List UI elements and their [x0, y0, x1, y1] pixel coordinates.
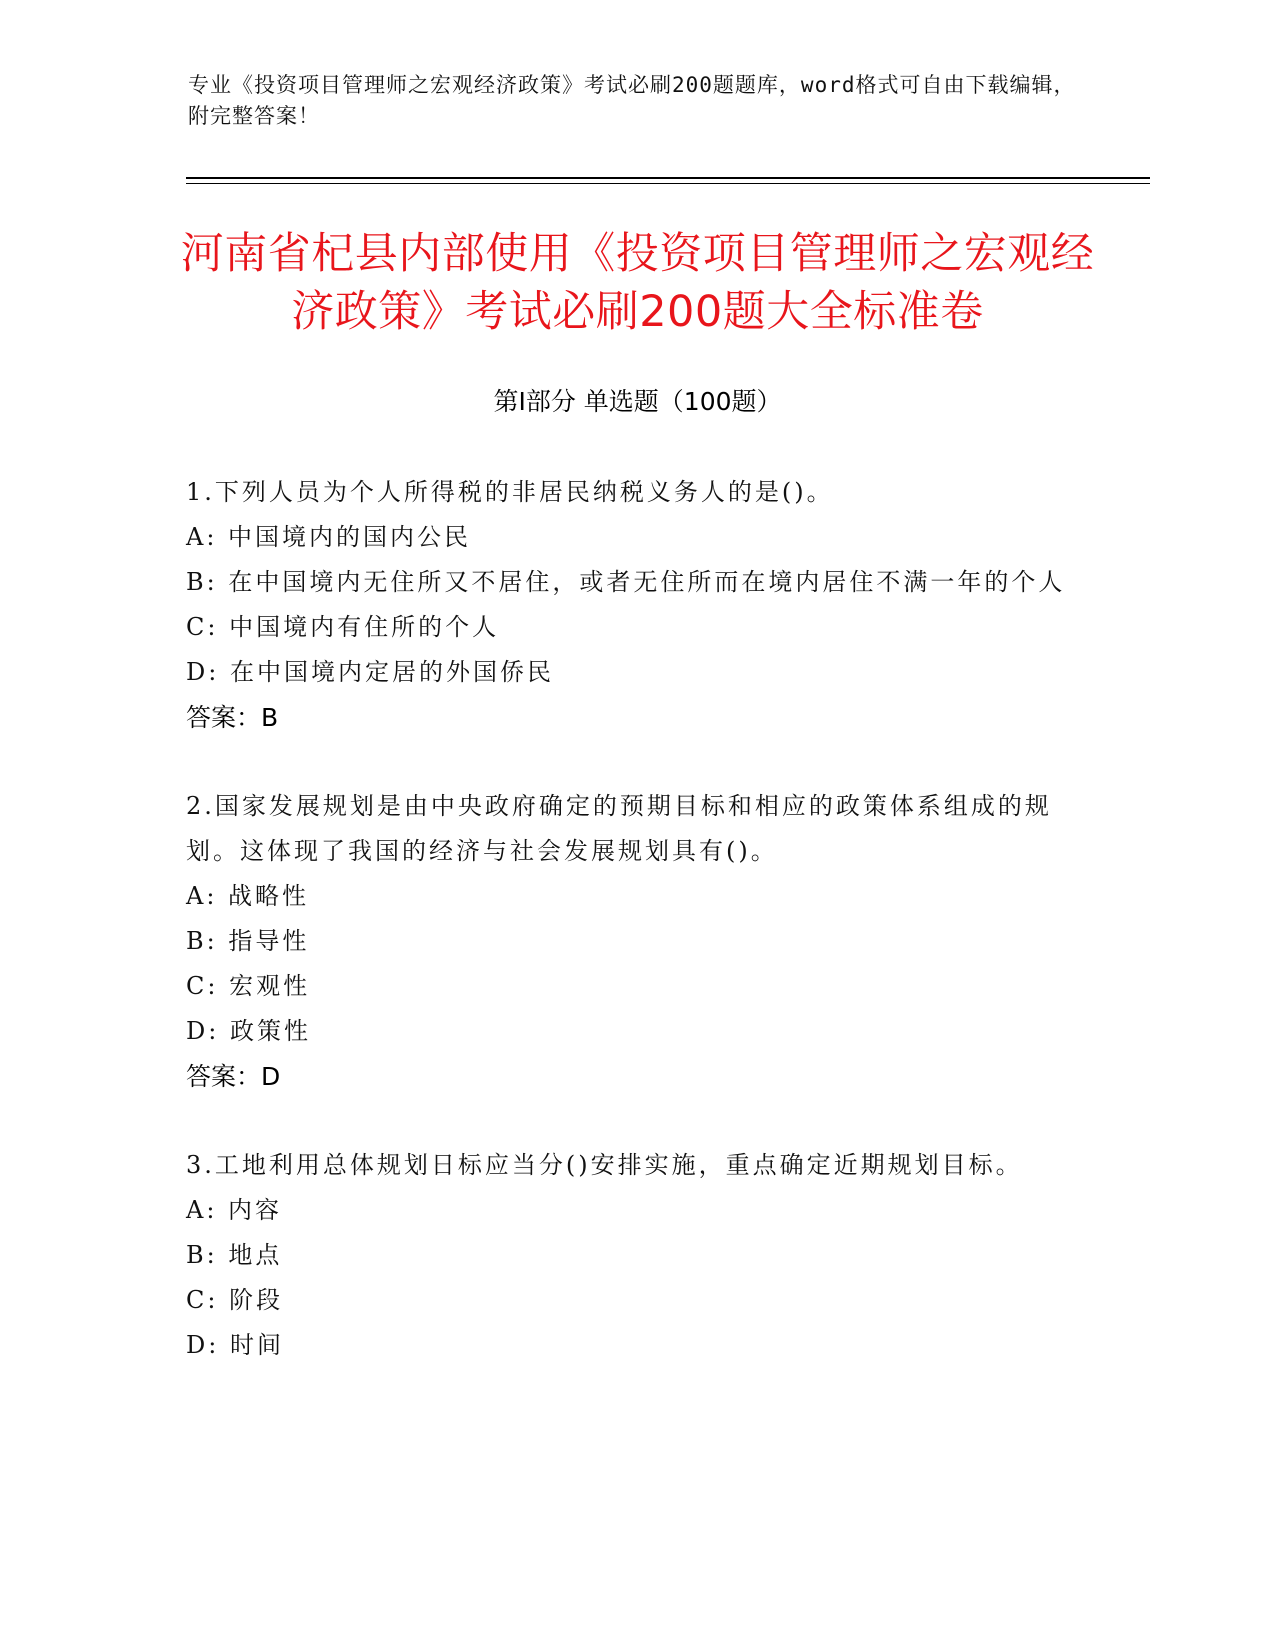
- question-stem: 1.下列人员为个人所得税的非居民纳税义务人的是()。: [186, 478, 834, 506]
- header-note: 专业《投资项目管理师之宏观经济政策》考试必刷200题题库，word格式可自由下载编辑，附完整答案！: [188, 73, 1076, 128]
- answer: 答案：D: [186, 1062, 281, 1091]
- section-title: 第Ⅰ部分 单选题（100题）: [493, 387, 782, 416]
- question-3: [186, 1143, 1081, 1368]
- question-list: [186, 470, 1081, 1412]
- question-1: [186, 470, 1081, 740]
- option-d: D: 在中国境内定居的外国侨民: [186, 658, 554, 686]
- question-stem: 3.工地利用总体规划日标应当分()安排实施，重点确定近期规划目标。: [186, 1151, 1023, 1179]
- option-b: B: 地点: [186, 1241, 283, 1269]
- option-a: A: 战略性: [186, 882, 310, 910]
- answer: 答案：B: [186, 703, 279, 732]
- question-2: [186, 784, 1081, 1099]
- option-c: C: 阶段: [186, 1286, 284, 1314]
- option-c: C: 中国境内有住所的个人: [186, 613, 500, 641]
- option-d: D: 时间: [186, 1331, 284, 1359]
- option-d: D: 政策性: [186, 1017, 311, 1045]
- option-b: B: 指导性: [186, 927, 310, 955]
- header-divider-thin: [186, 183, 1150, 184]
- question-stem: 2.国家发展规划是由中央政府确定的预期目标和相应的政策体系组成的规划。这体现了我国的经济与社会发展规划具有()。: [186, 792, 1052, 865]
- option-a: A: 中国境内的国内公民: [186, 523, 472, 551]
- document-title: 河南省杞县内部使用《投资项目管理师之宏观经济政策》考试必刷200题大全标准卷: [180, 229, 1095, 337]
- option-b: B: 在中国境内无住所又不居住，或者无住所而在境内居住不满一年的个人: [186, 568, 1066, 596]
- header-divider-thick: [186, 177, 1150, 179]
- option-a: A: 内容: [186, 1196, 283, 1224]
- option-c: C: 宏观性: [186, 972, 311, 1000]
